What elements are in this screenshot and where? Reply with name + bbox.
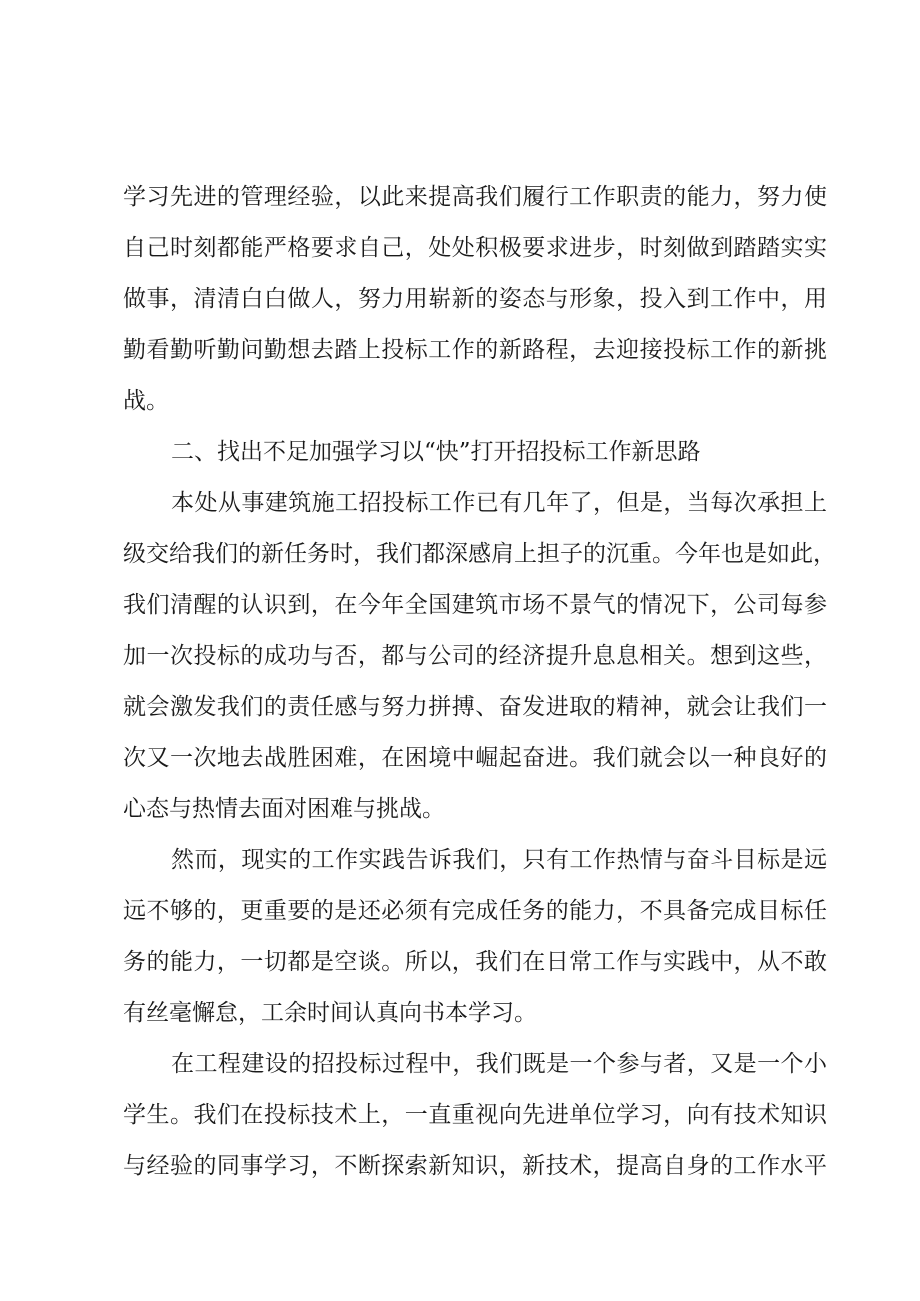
text-line: 有丝毫懈怠，工余时间认真向书本学习。 bbox=[123, 1000, 537, 1026]
text-line: 做事，清清白白做人，努力用崭新的姿态与形象，投入到工作中，用 bbox=[123, 286, 827, 312]
text-line: 在工程建设的招投标过程中，我们既是一个参与者，又是一个小 bbox=[171, 1051, 827, 1077]
text-line: 勤看勤听勤问勤想去踏上投标工作的新路程，去迎接投标工作的新挑 bbox=[123, 337, 827, 363]
document-body bbox=[123, 172, 836, 1192]
text-line: 次又一次地去战胜困难，在困境中崛起奋进。我们就会以一种良好的 bbox=[123, 745, 827, 771]
text-line: 学生。我们在投标技术上，一直重视向先进单位学习，向有技术知识 bbox=[123, 1102, 827, 1128]
text-line: 我们清醒的认识到，在今年全国建筑市场不景气的情况下，公司每参 bbox=[123, 592, 827, 618]
text-line: 就会激发我们的责任感与努力拼搏、奋发进取的精神，就会让我们一 bbox=[123, 694, 827, 720]
text-line: 级交给我们的新任务时，我们都深感肩上担子的沉重。今年也是如此， bbox=[123, 541, 836, 567]
text-line: 本处从事建筑施工招投标工作已有几年了，但是，当每次承担上 bbox=[171, 490, 827, 516]
text-line: 自己时刻都能严格要求自己，处处积极要求进步，时刻做到踏踏实实 bbox=[123, 235, 827, 261]
text-line: 远不够的，更重要的是还必须有完成任务的能力，不具备完成目标任 bbox=[123, 898, 827, 924]
text-line: 然而，现实的工作实践告诉我们，只有工作热情与奋斗目标是远 bbox=[171, 847, 827, 873]
text-line: 与经验的同事学习，不断探索新知识，新技术，提高自身的工作水平 bbox=[123, 1153, 827, 1179]
section-heading: 二、找出不足加强学习以“快”打开招投标工作新思路 bbox=[171, 439, 701, 465]
text-line: 学习先进的管理经验，以此来提高我们履行工作职责的能力，努力使 bbox=[123, 184, 827, 210]
text-line: 务的能力，一切都是空谈。所以，我们在日常工作与实践中，从不敢 bbox=[123, 949, 827, 975]
text-line: 战。 bbox=[123, 388, 169, 414]
text-line: 心态与热情去面对困难与挑战。 bbox=[123, 796, 445, 822]
text-line: 加一次投标的成功与否，都与公司的经济提升息息相关。想到这些， bbox=[123, 643, 827, 669]
